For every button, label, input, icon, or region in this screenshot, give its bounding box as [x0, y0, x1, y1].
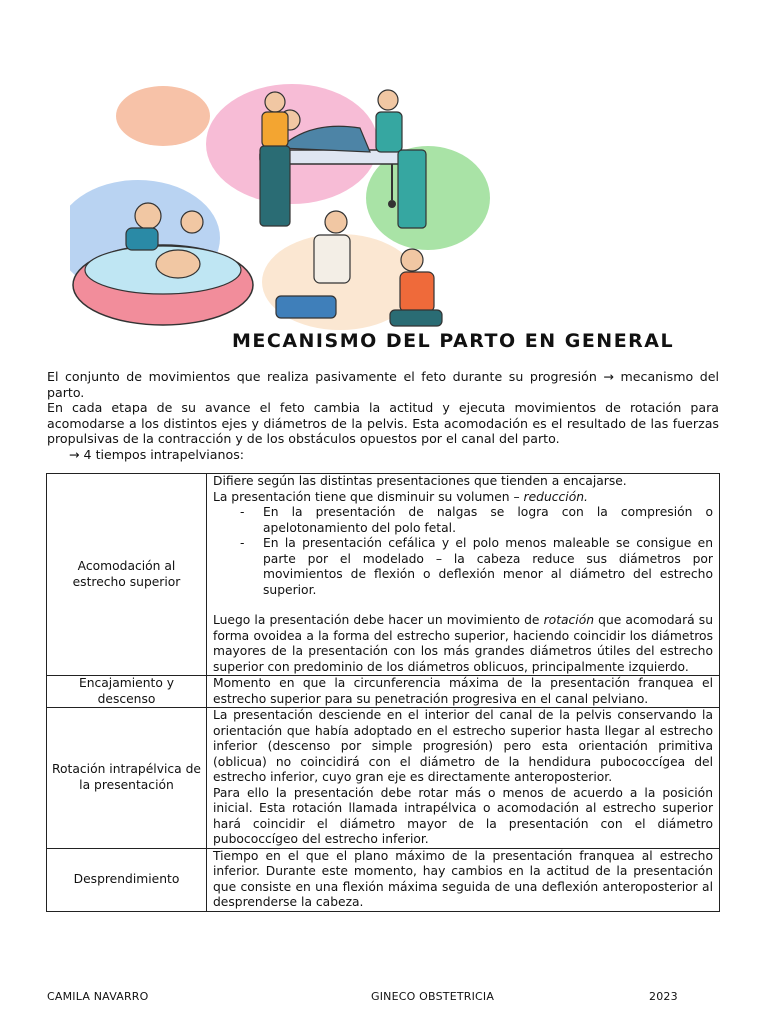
- rotacion-emphasis: rotación: [543, 613, 595, 627]
- row-content-encajamiento: Momento en que la circunferencia máxima de la presentación franquea el estrecho superior para su penetración progresiva en el canal pelviano.: [207, 676, 720, 708]
- intro-section: [47, 369, 719, 463]
- list-item: - En la presentación de nalgas se logra con la compresión o apelotonamiento del polo fetal.: [263, 505, 713, 536]
- row3-paragraph-2: Para ello la presentación debe rotar más o menos de acuerdo a la posición inicial. Esta rotación llamada intrapélvica o acomodación al estrecho superior hará coincidir el diámetro mayor de la presentación con el diámetro pubococcígeo del estrecho inferior.: [213, 785, 713, 846]
- row1-bullet-list: [213, 505, 713, 598]
- row-label-desprendimiento: Desprendimiento: [47, 848, 207, 911]
- row-content-rotacion: [207, 708, 720, 849]
- reduccion-emphasis: reducción.: [523, 489, 588, 504]
- intro-paragraph-1: El conjunto de movimientos que realiza pasivamente el feto durante su progresión → mecanismo del parto.: [47, 369, 719, 400]
- row1-line1: Difiere según las distintas presentaciones que tienden a encajarse.: [213, 474, 627, 488]
- row-label-encajamiento: Encajamiento y descenso: [47, 676, 207, 708]
- row-label-rotacion: Rotación intrapélvica de la presentación: [47, 708, 207, 849]
- row-content-acomodacion: [207, 474, 720, 676]
- list-item: - En la presentación cefálica y el polo menos maleable se consigue en parte por el modelado – la cabeza reduce sus diámetros por movimientos de flexión o deflexión menor al diámetro del estrecho superior.: [263, 536, 713, 598]
- row1-paragraph: Luego la presentación debe hacer un movimiento de rotación que acomodará su forma ovoidea a la forma del estrecho superior, haciendo coincidir los diámetros mayores de la presentación con los más grandes diámetros útiles del estrecho superior con predominio de los diámetros oblicuos, principalmente izquierdo.: [213, 613, 713, 674]
- document-title: MECANISMO DEL PARTO EN GENERAL: [232, 330, 675, 352]
- row-content-desprendimiento: Tiempo en el que el plano máximo de la presentación franquea al estrecho inferior. Durante este momento, hay cambios en la actitud de la presentación que consiste en una flexión máxima seguida de una deflexión anteroposterior al desprenderse la cabeza.: [207, 848, 720, 911]
- childbirth-illustration: [70, 70, 510, 340]
- footer-subject: GINECO OBSTETRICIA: [371, 990, 495, 1003]
- table-row: [47, 708, 720, 849]
- table-row: [47, 848, 720, 911]
- intro-paragraph-2: En cada etapa de su avance el feto cambia la actitud y ejecuta movimientos de rotación para acomodarse a los distintos ejes y diámetros de la pelvis. Esta acomodación es el resultado de las fuerzas propulsivas de la contracción y de los obstáculos opuestos por el canal del parto.: [47, 400, 719, 447]
- table-row: [47, 676, 720, 708]
- intro-arrow-line: → 4 tiempos intrapelvianos:: [69, 446, 245, 462]
- footer-year: 2023: [649, 990, 678, 1003]
- mechanism-table: [46, 473, 720, 912]
- row-label-acomodacion: Acomodación al estrecho superior: [47, 474, 207, 676]
- table-row: [47, 474, 720, 676]
- footer-author: CAMILA NAVARRO: [47, 990, 149, 1003]
- row3-paragraph-1: La presentación desciende en el interior del canal de la pelvis conservando la orientación que había adoptado en el estrecho superior hasta llegar al estrecho inferior (descenso por simple progresión) pero esta orientación primitiva (oblicua) no coincidirá con el diámetro de la hendidura pubococcígea del estrecho inferior, cuyo gran eje es directamente anteroposterior.: [213, 708, 713, 784]
- row1-line2: La presentación tiene que disminuir su volumen – reducción.: [213, 489, 588, 504]
